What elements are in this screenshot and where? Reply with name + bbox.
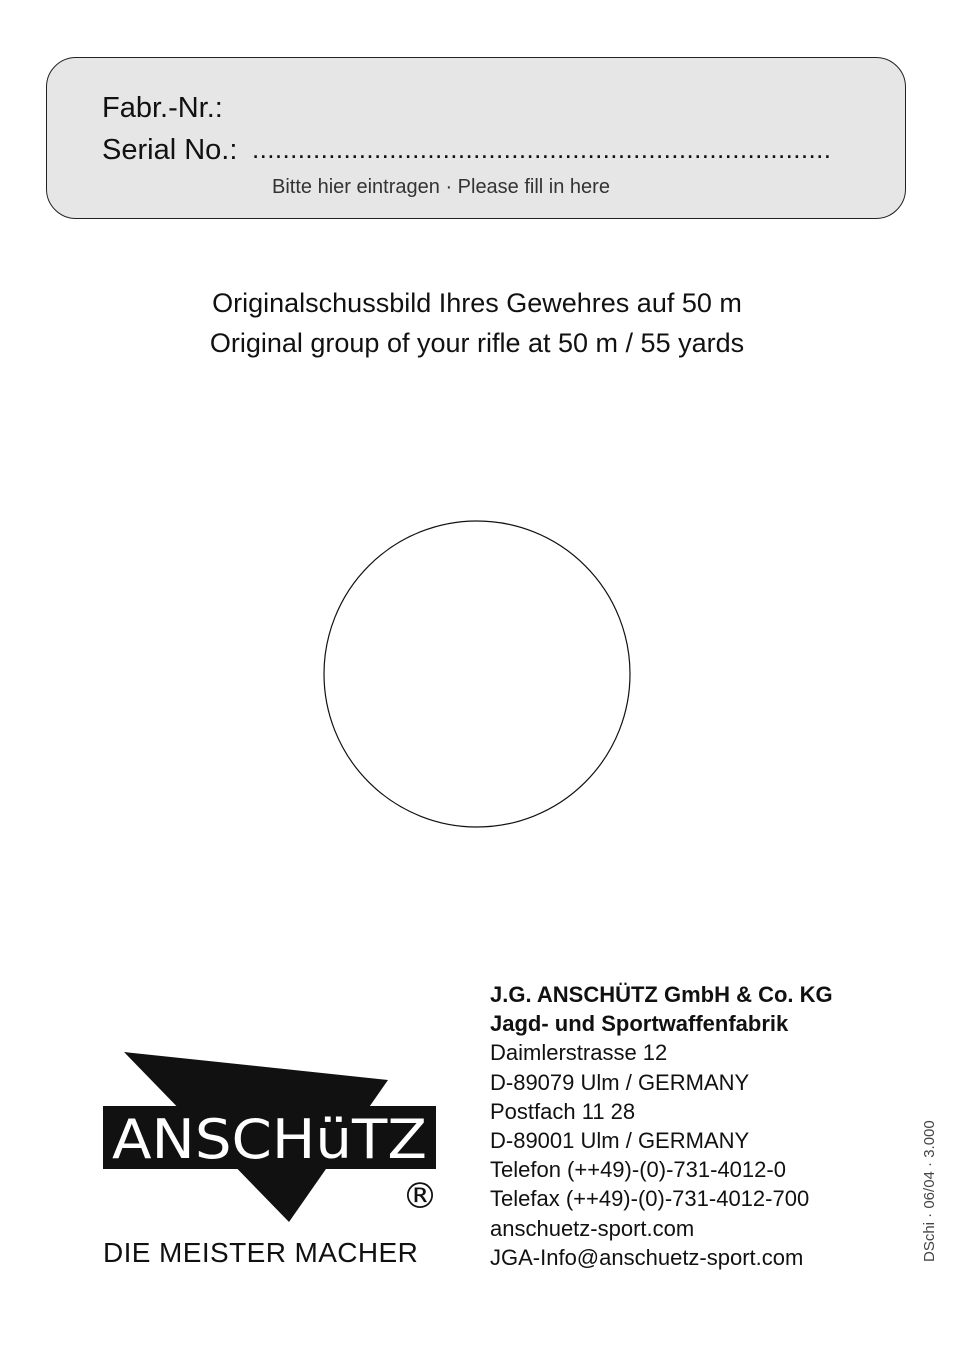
company-name: J.G. ANSCHÜTZ GmbH & Co. KG (490, 982, 833, 1007)
address-line: D-89079 Ulm / GERMANY (490, 1069, 750, 1095)
registered-mark: ® (402, 1176, 438, 1217)
serial-row (102, 134, 832, 167)
logo-wordmark: ANSCHüTZ (112, 1108, 427, 1171)
serial-no-label: Serial No.: (102, 134, 238, 166)
logo-motto: DIE MEISTER MACHER (103, 1237, 419, 1268)
fabr-nr-label: Fabr.-Nr.: (102, 92, 223, 124)
serial-number-box (46, 57, 906, 219)
address-line: Postfach 11 28 (490, 1098, 636, 1124)
address-line: D-89001 Ulm / GERMANY (490, 1128, 750, 1154)
company-subtitle: Jagd- und Sportwaffenfabrik (490, 1011, 789, 1037)
print-code: DSchi · 06/04 · 3.000 (921, 1120, 938, 1262)
website-link[interactable]: anschuetz-sport.com (490, 1215, 695, 1241)
fill-in-hint: Bitte hier eintragen · Please fill in here (272, 176, 610, 198)
target-circle (323, 520, 633, 830)
fax-line: Telefax (++49)-(0)-731-4012-700 (490, 1186, 810, 1212)
heading-german: Originalschussbild Ihres Gewehres auf 50 m (212, 288, 742, 318)
serial-number-field[interactable]: ............................................................................ (252, 134, 832, 164)
address-line: Daimlerstrasse 12 (490, 1040, 668, 1066)
phone-line: Telefon (++49)-(0)-731-4012-0 (490, 1157, 786, 1183)
anschuetz-logo (100, 1050, 445, 1230)
email-link[interactable]: JGA-Info@anschuetz-sport.com (490, 1244, 804, 1270)
company-address-block (490, 980, 890, 1272)
heading-english: Original group of your rifle at 50 m / 55 yards (209, 328, 745, 358)
